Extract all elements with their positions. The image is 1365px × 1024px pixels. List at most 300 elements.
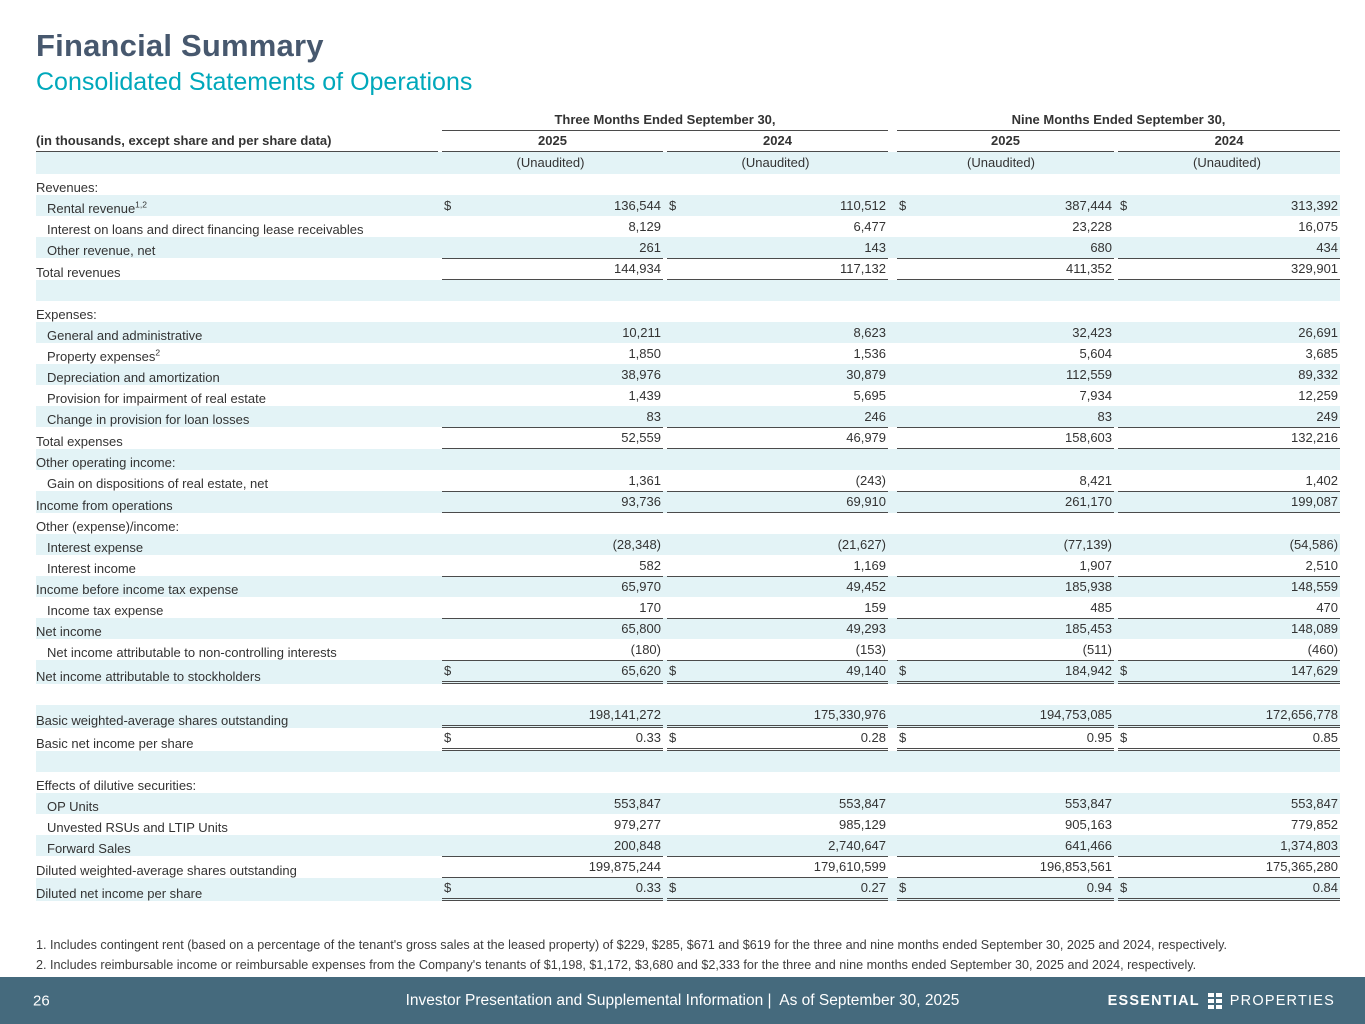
value-cell bbox=[438, 576, 663, 597]
value-cell bbox=[1114, 618, 1340, 639]
page-subtitle: Consolidated Statements of Operations bbox=[36, 68, 473, 96]
value-cell bbox=[888, 597, 1114, 618]
cell-value: 553,847 bbox=[839, 796, 887, 811]
col-group-label: Nine Months Ended September 30, bbox=[897, 110, 1340, 131]
value-cell bbox=[438, 406, 663, 427]
value-cell bbox=[1114, 684, 1340, 705]
cell-value: 1,361 bbox=[628, 473, 661, 488]
value-cell bbox=[1114, 856, 1340, 878]
cell-value: 172,656,778 bbox=[1265, 707, 1339, 722]
page-title: Financial Summary bbox=[36, 28, 324, 63]
value-cell bbox=[663, 343, 888, 364]
col-group-three-months bbox=[438, 110, 888, 131]
row-label: Basic weighted-average shares outstanding bbox=[36, 713, 289, 728]
currency-symbol: $ bbox=[669, 730, 677, 745]
footnote: 2. Includes reimbursable income or reimbursable expenses from the Company's tenants of $1,198, $1,172, $3,680 and $2,333 for the three and nine months ended September 30, 2025 and 2024, respectively. bbox=[36, 958, 1197, 972]
year-header: 2024 bbox=[1114, 131, 1340, 152]
unaudited-label: (Unaudited) bbox=[967, 155, 1035, 170]
cell-value: 65,800 bbox=[621, 621, 661, 636]
cell-value: 49,452 bbox=[846, 579, 887, 594]
value-cell bbox=[438, 449, 663, 470]
row-label: Forward Sales bbox=[47, 841, 131, 856]
cell-value: 12,259 bbox=[1298, 388, 1339, 403]
cell-value: (180) bbox=[630, 642, 661, 657]
currency-symbol: $ bbox=[1120, 730, 1128, 745]
value-cell bbox=[888, 751, 1114, 772]
value-cell bbox=[663, 280, 888, 301]
cell-value: 553,847 bbox=[614, 796, 661, 811]
value-cell bbox=[888, 772, 1114, 793]
value-cell bbox=[1114, 322, 1340, 343]
table-row bbox=[36, 728, 1340, 751]
cell-value: 179,610,599 bbox=[813, 859, 887, 874]
value-cell bbox=[438, 216, 663, 237]
value-cell bbox=[663, 597, 888, 618]
value-cell bbox=[888, 216, 1114, 237]
year-header: 2025 bbox=[438, 131, 663, 152]
value-cell bbox=[438, 534, 663, 555]
cell-value: 199,087 bbox=[1291, 494, 1339, 509]
currency-symbol: $ bbox=[899, 730, 907, 745]
value-cell bbox=[1114, 793, 1340, 814]
cell-value: 0.85 bbox=[1312, 730, 1339, 745]
footer-text: Investor Presentation and Supplemental Information | As of September 30, 2025 bbox=[405, 991, 960, 1009]
value-cell bbox=[1114, 449, 1340, 470]
spacer-row bbox=[36, 751, 1340, 772]
group-header-row bbox=[36, 110, 1340, 131]
cell-value: 175,330,976 bbox=[813, 707, 887, 722]
cell-value: 779,852 bbox=[1291, 817, 1339, 832]
cell-value: 8,623 bbox=[853, 325, 887, 340]
cell-value: 0.27 bbox=[860, 880, 887, 895]
value-cell bbox=[663, 258, 888, 280]
cell-value: 46,979 bbox=[846, 430, 887, 445]
cell-value: 1,907 bbox=[1079, 558, 1113, 573]
value-cell bbox=[438, 470, 663, 491]
value-cell bbox=[438, 491, 663, 513]
row-label bbox=[36, 751, 438, 772]
value-cell bbox=[663, 793, 888, 814]
value-cell bbox=[438, 513, 663, 534]
value-cell bbox=[663, 618, 888, 639]
value-cell bbox=[1114, 705, 1340, 728]
cell-value: 411,352 bbox=[1065, 261, 1113, 276]
cell-value: 49,293 bbox=[846, 621, 887, 636]
cell-value: 199,875,244 bbox=[588, 859, 661, 874]
cell-value: 1,169 bbox=[853, 558, 887, 573]
value-cell bbox=[663, 491, 888, 513]
value-cell bbox=[888, 835, 1114, 856]
value-cell bbox=[888, 174, 1114, 195]
table-row bbox=[36, 343, 1340, 364]
cell-value: 23,228 bbox=[1072, 219, 1113, 234]
cell-value: (54,586) bbox=[1289, 537, 1339, 552]
row-label bbox=[36, 684, 438, 705]
value-cell bbox=[663, 216, 888, 237]
spacer-row bbox=[36, 280, 1340, 301]
value-cell bbox=[1114, 258, 1340, 280]
cell-value: 110,512 bbox=[839, 198, 887, 213]
cell-value: (243) bbox=[855, 473, 887, 488]
table-row bbox=[36, 555, 1340, 576]
unaudited-row bbox=[36, 152, 1340, 174]
value-cell bbox=[438, 427, 663, 449]
row-label: Interest expense bbox=[47, 540, 144, 555]
cell-value: 10,211 bbox=[622, 325, 661, 340]
row-label: Income before income tax expense bbox=[36, 582, 239, 597]
cell-value: 144,934 bbox=[614, 261, 661, 276]
value-cell bbox=[1114, 878, 1340, 901]
cell-value: 159 bbox=[864, 600, 887, 615]
cell-value: 553,847 bbox=[1291, 796, 1339, 811]
value-cell bbox=[888, 322, 1114, 343]
cell-value: 7,934 bbox=[1079, 388, 1113, 403]
value-cell bbox=[1114, 174, 1340, 195]
cell-value: 470 bbox=[1316, 600, 1339, 615]
row-label: Other revenue, net bbox=[47, 243, 156, 258]
value-cell bbox=[1114, 513, 1340, 534]
table-row bbox=[36, 639, 1340, 660]
cell-value: 1,536 bbox=[853, 346, 887, 361]
cell-value: 985,129 bbox=[839, 817, 887, 832]
row-label bbox=[36, 280, 438, 301]
year-header: 2025 bbox=[888, 131, 1114, 152]
value-cell bbox=[438, 618, 663, 639]
cell-value: 313,392 bbox=[1291, 198, 1339, 213]
currency-symbol: $ bbox=[444, 880, 452, 895]
currency-symbol: $ bbox=[1120, 880, 1128, 895]
cell-value: 184,942 bbox=[1065, 663, 1113, 678]
table-body bbox=[36, 174, 1340, 901]
row-label: Provision for impairment of real estate bbox=[47, 391, 266, 406]
value-cell bbox=[1114, 280, 1340, 301]
row-label: Rental revenue$^{1,2}$ bbox=[47, 199, 147, 216]
value-cell bbox=[663, 406, 888, 427]
value-cell bbox=[888, 385, 1114, 406]
currency-symbol: $ bbox=[444, 198, 452, 213]
value-cell bbox=[1114, 555, 1340, 576]
row-label: Other (expense)/income: bbox=[36, 519, 180, 534]
table-row bbox=[36, 491, 1340, 513]
value-cell bbox=[1114, 576, 1340, 597]
table-row bbox=[36, 534, 1340, 555]
value-cell bbox=[438, 705, 663, 728]
row-label: Unvested RSUs and LTIP Units bbox=[47, 820, 228, 835]
row-label: Total revenues bbox=[36, 265, 121, 280]
table-row bbox=[36, 597, 1340, 618]
value-cell bbox=[663, 513, 888, 534]
value-cell bbox=[438, 684, 663, 705]
value-cell bbox=[1114, 343, 1340, 364]
value-cell bbox=[438, 772, 663, 793]
row-label: Diluted net income per share bbox=[36, 886, 203, 901]
footnote: 1. Includes contingent rent (based on a percentage of the tenant's gross sales at the leased property) of $229, $285, $671 and $619 for the three and nine months ended September 30, 2025 and 2024, respectively. bbox=[36, 938, 1228, 952]
cell-value: 83 bbox=[646, 409, 661, 424]
value-cell bbox=[663, 705, 888, 728]
corner-cell bbox=[36, 110, 438, 131]
cell-value: 89,332 bbox=[1298, 367, 1339, 382]
row-label: Property expenses$^2$ bbox=[47, 347, 161, 364]
spacer-row bbox=[36, 684, 1340, 705]
cell-value: (21,627) bbox=[837, 537, 887, 552]
value-cell bbox=[438, 728, 663, 751]
currency-symbol: $ bbox=[1120, 198, 1128, 213]
row-label: Revenues: bbox=[36, 180, 99, 195]
row-label: Other operating income: bbox=[36, 455, 176, 470]
cell-value: 196,853,561 bbox=[1039, 859, 1113, 874]
value-cell bbox=[1114, 772, 1340, 793]
value-cell bbox=[1114, 406, 1340, 427]
cell-value: 52,559 bbox=[621, 430, 661, 445]
value-cell bbox=[888, 728, 1114, 751]
table-row bbox=[36, 576, 1340, 597]
cell-value: 132,216 bbox=[1291, 430, 1339, 445]
cell-value: 0.33 bbox=[635, 880, 661, 895]
currency-symbol: $ bbox=[1120, 663, 1128, 678]
value-cell bbox=[888, 856, 1114, 878]
value-cell bbox=[888, 280, 1114, 301]
value-cell bbox=[663, 322, 888, 343]
row-label: Change in provision for loan losses bbox=[47, 412, 250, 427]
value-cell bbox=[888, 534, 1114, 555]
value-cell bbox=[1114, 728, 1340, 751]
value-cell bbox=[663, 878, 888, 901]
cell-value: 905,163 bbox=[1065, 817, 1113, 832]
col-group-label: Three Months Ended September 30, bbox=[442, 110, 888, 131]
cell-value: 0.94 bbox=[1086, 880, 1113, 895]
cell-value: 641,466 bbox=[1065, 838, 1113, 853]
row-label: Expenses: bbox=[36, 307, 97, 322]
value-cell bbox=[888, 705, 1114, 728]
cell-value: 5,604 bbox=[1079, 346, 1113, 361]
value-cell bbox=[663, 427, 888, 449]
cell-value: (77,139) bbox=[1063, 537, 1113, 552]
value-cell bbox=[438, 237, 663, 258]
footer bbox=[0, 977, 1365, 1024]
value-cell bbox=[438, 364, 663, 385]
cell-value: 200,848 bbox=[614, 838, 661, 853]
currency-symbol: $ bbox=[444, 663, 452, 678]
value-cell bbox=[888, 343, 1114, 364]
table-row bbox=[36, 385, 1340, 406]
cell-value: (460) bbox=[1307, 642, 1339, 657]
cell-value: 2,510 bbox=[1305, 558, 1339, 573]
table-row bbox=[36, 705, 1340, 728]
value-cell bbox=[663, 751, 888, 772]
value-cell bbox=[888, 793, 1114, 814]
cell-value: 69,910 bbox=[846, 494, 887, 509]
essential-properties-logo bbox=[1108, 993, 1335, 1009]
value-cell bbox=[438, 385, 663, 406]
table-row bbox=[36, 322, 1340, 343]
value-cell bbox=[663, 576, 888, 597]
cell-value: 93,736 bbox=[621, 494, 661, 509]
cell-value: 65,970 bbox=[621, 579, 661, 594]
value-cell bbox=[1114, 835, 1340, 856]
cell-value: 5,695 bbox=[853, 388, 887, 403]
value-cell bbox=[888, 470, 1114, 491]
cell-value: 112,559 bbox=[1065, 367, 1113, 382]
table-row bbox=[36, 470, 1340, 491]
cell-value: 148,559 bbox=[1291, 579, 1339, 594]
cell-value: 158,603 bbox=[1065, 430, 1113, 445]
cell-value: 185,938 bbox=[1065, 579, 1113, 594]
page-number: 26 bbox=[33, 992, 50, 1009]
cell-value: 434 bbox=[1316, 240, 1339, 255]
table-row bbox=[36, 772, 1340, 793]
table-row bbox=[36, 237, 1340, 258]
cell-value: 249 bbox=[1316, 409, 1339, 424]
logo-text-properties: PROPERTIES bbox=[1229, 992, 1335, 1009]
unaudited-label: (Unaudited) bbox=[1193, 155, 1261, 170]
cell-value: 261 bbox=[639, 240, 661, 255]
cell-value: 329,901 bbox=[1291, 261, 1339, 276]
cell-value: 261,170 bbox=[1065, 494, 1113, 509]
value-cell bbox=[888, 301, 1114, 322]
footnotes bbox=[36, 935, 1340, 975]
cell-value: 170 bbox=[639, 600, 661, 615]
cell-value: 979,277 bbox=[614, 817, 661, 832]
currency-symbol: $ bbox=[899, 663, 907, 678]
value-cell bbox=[888, 555, 1114, 576]
cell-value: 6,477 bbox=[853, 219, 887, 234]
value-cell bbox=[1114, 534, 1340, 555]
table-row bbox=[36, 174, 1340, 195]
value-cell bbox=[1114, 427, 1340, 449]
row-label: OP Units bbox=[47, 799, 99, 814]
cell-value: (511) bbox=[1082, 642, 1113, 657]
value-cell bbox=[1114, 470, 1340, 491]
table-row bbox=[36, 660, 1340, 684]
currency-symbol: $ bbox=[669, 880, 677, 895]
cell-value: 194,753,085 bbox=[1039, 707, 1113, 722]
value-cell bbox=[1114, 751, 1340, 772]
value-cell bbox=[1114, 597, 1340, 618]
row-label: Interest income bbox=[47, 561, 136, 576]
cell-value: 553,847 bbox=[1065, 796, 1113, 811]
row-label: General and administrative bbox=[47, 328, 203, 343]
value-cell bbox=[663, 449, 888, 470]
empty-cell bbox=[36, 152, 438, 174]
cell-value: 198,141,272 bbox=[588, 707, 661, 722]
year-header: 2024 bbox=[663, 131, 888, 152]
value-cell bbox=[1114, 237, 1340, 258]
table-row bbox=[36, 793, 1340, 814]
cell-value: 2,740,647 bbox=[828, 838, 887, 853]
table-row bbox=[36, 618, 1340, 639]
value-cell bbox=[888, 406, 1114, 427]
cell-value: 1,374,803 bbox=[1280, 838, 1339, 853]
value-cell bbox=[438, 280, 663, 301]
cell-value: 0.28 bbox=[860, 730, 887, 745]
currency-symbol: $ bbox=[444, 730, 452, 745]
value-cell bbox=[438, 174, 663, 195]
table-row bbox=[36, 878, 1340, 901]
value-cell bbox=[663, 728, 888, 751]
value-cell bbox=[888, 513, 1114, 534]
value-cell bbox=[888, 660, 1114, 684]
value-cell bbox=[663, 684, 888, 705]
currency-symbol: $ bbox=[669, 663, 677, 678]
cell-value: 136,544 bbox=[614, 198, 661, 213]
cell-value: 83 bbox=[1097, 409, 1113, 424]
logo-text-essential: ESSENTIAL bbox=[1107, 992, 1200, 1009]
row-label: Basic net income per share bbox=[36, 736, 194, 751]
cell-value: 30,879 bbox=[846, 367, 887, 382]
value-cell bbox=[438, 322, 663, 343]
row-label: Interest on loans and direct financing lease receivables bbox=[47, 222, 364, 237]
cell-value: 8,129 bbox=[628, 219, 661, 234]
cell-value: 49,140 bbox=[846, 663, 887, 678]
row-label: Gain on dispositions of real estate, net bbox=[47, 476, 269, 491]
row-label: Depreciation and amortization bbox=[47, 370, 220, 385]
currency-symbol: $ bbox=[669, 198, 677, 213]
row-header-cell bbox=[36, 131, 438, 152]
row-label: Income tax expense bbox=[47, 603, 164, 618]
value-cell bbox=[438, 878, 663, 901]
value-cell bbox=[438, 343, 663, 364]
cell-value: 246 bbox=[864, 409, 887, 424]
value-cell bbox=[438, 597, 663, 618]
cell-value: 175,365,280 bbox=[1265, 859, 1339, 874]
col-group-nine-months bbox=[888, 110, 1340, 131]
cell-value: (28,348) bbox=[612, 537, 661, 552]
unaudited-label: (Unaudited) bbox=[741, 155, 810, 170]
logo-mark-icon bbox=[1208, 993, 1222, 1009]
value-cell bbox=[888, 618, 1114, 639]
value-cell bbox=[888, 491, 1114, 513]
cell-value: 0.33 bbox=[635, 730, 661, 745]
value-cell bbox=[438, 856, 663, 878]
value-cell bbox=[663, 534, 888, 555]
statements-of-operations-table bbox=[36, 110, 1340, 901]
currency-symbol: $ bbox=[899, 198, 907, 213]
value-cell bbox=[663, 174, 888, 195]
value-cell bbox=[663, 772, 888, 793]
value-cell bbox=[1114, 814, 1340, 835]
value-cell bbox=[888, 258, 1114, 280]
value-cell bbox=[663, 470, 888, 491]
value-cell bbox=[438, 301, 663, 322]
value-cell bbox=[888, 878, 1114, 901]
value-cell bbox=[888, 814, 1114, 835]
row-label: Effects of dilutive securities: bbox=[36, 778, 197, 793]
value-cell bbox=[663, 835, 888, 856]
cell-value: 26,691 bbox=[1298, 325, 1339, 340]
year-header-row bbox=[36, 131, 1340, 152]
value-cell bbox=[438, 814, 663, 835]
value-cell bbox=[1114, 195, 1340, 216]
value-cell bbox=[888, 639, 1114, 660]
value-cell bbox=[1114, 491, 1340, 513]
value-cell bbox=[663, 856, 888, 878]
value-cell bbox=[663, 237, 888, 258]
row-label: Total expenses bbox=[36, 434, 123, 449]
cell-value: 485 bbox=[1090, 600, 1113, 615]
cell-value: 0.95 bbox=[1086, 730, 1113, 745]
cell-value: 117,132 bbox=[839, 261, 887, 276]
cell-value: 0.84 bbox=[1312, 880, 1339, 895]
row-label: Diluted weighted-average shares outstanding bbox=[36, 863, 297, 878]
table-row bbox=[36, 258, 1340, 280]
row-label: Income from operations bbox=[36, 498, 173, 513]
value-cell bbox=[888, 364, 1114, 385]
value-cell bbox=[438, 555, 663, 576]
table-row bbox=[36, 195, 1340, 216]
cell-value: 1,850 bbox=[628, 346, 661, 361]
value-cell bbox=[663, 195, 888, 216]
table-row bbox=[36, 427, 1340, 449]
